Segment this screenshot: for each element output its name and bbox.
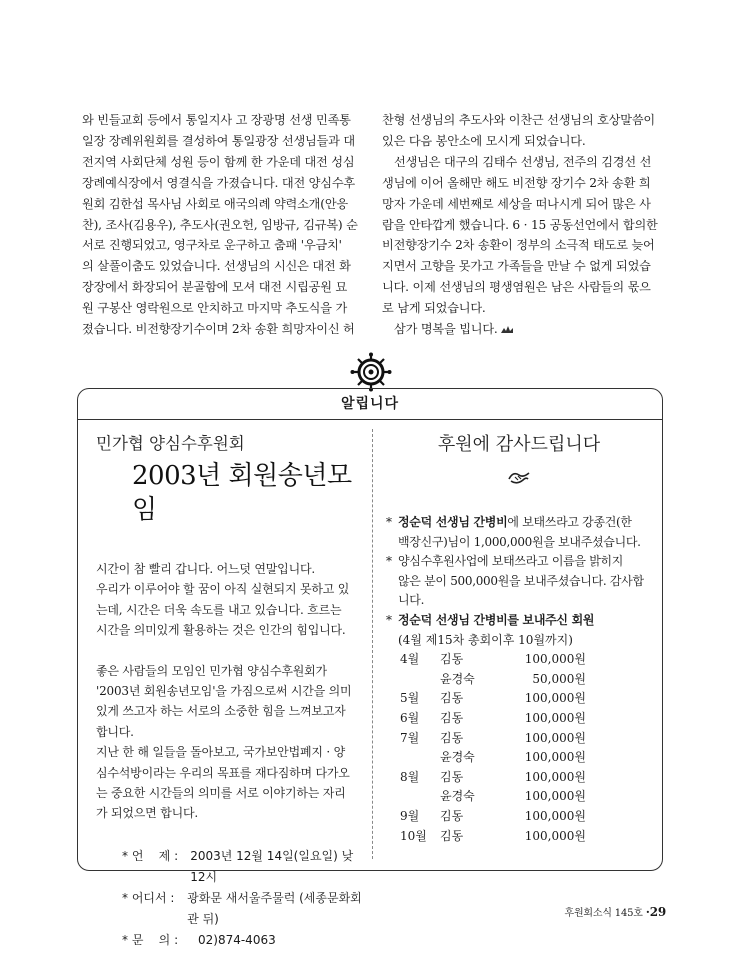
article-right-column	[382, 110, 666, 340]
ledger-row	[400, 650, 652, 670]
text-line: 있게 쓰고자 하는 서로의 소중한 힘을 느껴보고자	[96, 704, 346, 719]
thanks-item	[386, 513, 652, 552]
ledger-name: 김동	[440, 730, 464, 745]
text-line: 우리가 이루어야 할 꿈이 아직 실현되지 못하고 있	[96, 582, 350, 597]
detail-row	[122, 930, 364, 951]
org-name: 민가협 양심수후원회	[96, 434, 245, 453]
event-intro	[96, 559, 364, 641]
thanks-title: 후원에 감사드립니다	[437, 434, 601, 455]
text-line: 의 살풀이춤도 있었습니다. 선생님의 시신은 대전 화	[82, 259, 351, 274]
text-line: 원 구봉산 영락원으로 안치하고 마지막 추도식을 가	[82, 301, 348, 316]
ledger-amount: 100,000원	[524, 730, 586, 745]
ledger-row	[400, 670, 652, 690]
ledger-amount: 100,000원	[524, 691, 586, 706]
ledger-period: (4월 제15차 총회이후 10월까지)	[398, 632, 573, 647]
text-line: 는데, 시간은 더욱 속도를 내고 있습니다. 흐르는	[96, 602, 342, 617]
thanks-item-emphasis: 정순덕 선생님 간병비	[398, 515, 508, 529]
page-number: ·29	[645, 905, 666, 919]
ledger-month: 8월	[400, 769, 420, 784]
ledger-name: 윤경숙	[440, 750, 475, 765]
text-line: 니다. 이제 선생님의 평생염원은 남은 사람들의 몫으	[382, 280, 651, 295]
ledger-month: 4월	[400, 652, 420, 667]
issue-label: 후원회소식 145호	[564, 908, 643, 919]
article-closing	[382, 319, 666, 340]
paragraph	[96, 559, 364, 641]
text-line: 좋은 사람들의 모임인 민가협 양심수후원회가	[96, 663, 327, 678]
end-mark-icon	[500, 325, 514, 334]
article-left-column	[82, 110, 376, 340]
ship-wheel-icon	[347, 352, 395, 392]
column-divider	[372, 429, 373, 859]
ledger-row	[400, 768, 652, 788]
ledger-name: 윤경숙	[440, 671, 475, 686]
ledger-month: 9월	[400, 808, 420, 823]
ledger-name: 김동	[440, 808, 464, 823]
thanks-item-text: 백장신구)님이 1,000,000원을 보내주셨습니다.	[398, 534, 641, 549]
paragraph	[96, 661, 364, 824]
article-paragraph	[382, 152, 666, 319]
text-line: 원회 김한섭 목사님 사회로 애국의례 약력소개(안응	[82, 196, 348, 211]
ledger-row	[400, 807, 652, 827]
ledger-row	[400, 709, 652, 729]
event-title: 2003년 회원송년모임	[132, 461, 352, 525]
ledger-row	[400, 729, 652, 749]
bullet-star: *	[386, 612, 392, 627]
event-details	[122, 846, 364, 951]
ledger-month: 10월	[400, 828, 427, 843]
thanks-item-text: 양심수후원사업에 보태쓰라고 이름을 밝히지	[398, 554, 624, 569]
ledger-month: 5월	[400, 691, 420, 706]
ledger-month	[400, 748, 440, 768]
text-line: 지면서 고향을 못가고 가족들을 만날 수 없게 되었습	[382, 259, 651, 274]
thanks-item	[386, 611, 652, 631]
detail-label: * 언 제 :	[122, 848, 179, 863]
text-line: 망자 가운데 세번째로 세상을 떠나시게 되어 많은 사	[382, 196, 651, 211]
ledger-name: 김동	[440, 828, 464, 843]
text-line: 는 중요한 시간들의 의미를 서로 이야기하는 자리	[96, 786, 346, 801]
detail-value: 광화문 새서울주물럭 (세종문화회관 뒤)	[187, 890, 362, 926]
ledger-amount: 100,000원	[524, 808, 586, 823]
thanks-item-emphasis: 정순덕 선생님 간병비를 보내주신 회원	[398, 612, 595, 627]
text-line: 합니다.	[96, 724, 134, 739]
text-line: 장장에서 화장되어 분골함에 모셔 대전 시립공원 묘	[82, 280, 348, 295]
ledger-amount: 100,000원	[524, 710, 586, 725]
closing-text: 삼가 명복을 빕니다.	[394, 322, 498, 337]
text-line: 로 남게 되었습니다.	[382, 301, 486, 316]
text-line: 지난 한 해 일들을 돌아보고, 국가보안법폐지 · 양	[96, 745, 345, 760]
ledger-month: 6월	[400, 710, 420, 725]
handshake-icon	[507, 467, 531, 487]
text-line: 찬), 조사(김용우), 추도사(권오헌, 임방규, 김규복) 순	[82, 217, 358, 232]
ledger-amount: 100,000원	[524, 828, 586, 843]
detail-row	[122, 888, 364, 930]
text-line: 와 빈들교회 등에서 통일지사 고 장광명 선생 민족통	[82, 113, 351, 127]
ledger-name: 김동	[440, 769, 464, 784]
detail-value: 2003년 12월 14일(일요일) 낮 12시	[190, 848, 354, 884]
ledger-amount: 100,000원	[524, 769, 586, 784]
text-line: 시간이 참 빨리 갑니다. 어느덧 연말입니다.	[96, 562, 315, 576]
donation-ledger	[386, 650, 652, 846]
text-line: 전지역 사회단체 성원 등이 함께 한 가운데 대전 성심	[82, 154, 355, 169]
detail-label: * 문 의 :	[122, 932, 179, 947]
text-line: 생님에 이어 올해만 해도 비전향 장기수 2차 송환 희	[382, 175, 651, 190]
ledger-row	[400, 748, 652, 768]
text-line: 있은 다음 봉안소에 모시게 되었습니다.	[382, 133, 586, 148]
thanks-panel	[386, 433, 652, 846]
text-line: 찬형 선생님의 추도사와 이찬근 선생님의 호상말씀이	[382, 113, 655, 127]
ledger-row	[400, 787, 652, 807]
ledger-month: 7월	[400, 730, 420, 745]
notice-title: 알립니다	[78, 389, 662, 420]
ledger-amount: 100,000원	[524, 652, 586, 667]
ledger-amount: 50,000원	[532, 671, 586, 686]
ledger-row	[400, 827, 652, 847]
thanks-item-text: 않은 분이 500,000원을 보내주셨습니다. 감사합	[398, 573, 644, 588]
text-line: 졌습니다. 비전향장기수이며 2차 송환 희망자이신 허	[82, 322, 355, 337]
ledger-month	[400, 670, 440, 690]
bullet-star: *	[386, 554, 392, 569]
ledger-row	[400, 689, 652, 709]
ledger-month	[400, 787, 440, 807]
ledger-amount: 100,000원	[524, 789, 586, 804]
bullet-star: *	[386, 515, 392, 529]
text-line: 심수석방이라는 우리의 목표를 재다짐하며 다가오	[96, 765, 350, 780]
text-line: 일장 장례위원회를 결성하여 통일광장 선생님들과 대	[82, 133, 355, 148]
thanks-item-text: 니다.	[398, 593, 425, 608]
text-line: 장례예식장에서 영결식을 가졌습니다. 대전 양심수후	[82, 175, 355, 190]
text-line: 시간을 의미있게 활용하는 것은 인간의 힘입니다.	[96, 623, 346, 638]
detail-label: * 어디서 :	[122, 890, 175, 905]
article-paragraph	[382, 110, 666, 152]
ledger-name: 김동	[440, 710, 464, 725]
article-paragraph	[82, 110, 376, 340]
text-line: '2003년 회원송년모임'을 가짐으로써 시간을 의미	[96, 684, 352, 699]
text-line: 서로 진행되었고, 영구차로 운구하고 춤패 '우금치'	[82, 238, 342, 253]
detail-row	[122, 846, 364, 888]
text-line: 람을 안타깝게 했습니다. 6 · 15 공동선언에서 합의한	[382, 217, 658, 232]
ledger-name: 김동	[440, 652, 464, 667]
text-line: 비전향장기수 2차 송환이 정부의 소극적 태도로 늦어	[382, 238, 655, 253]
ledger-name: 윤경숙	[440, 789, 475, 804]
thanks-item-text: 에 보태쓰라고 강종건(한	[507, 515, 632, 529]
ledger-name: 김동	[440, 691, 464, 706]
event-description	[96, 661, 364, 824]
ledger-amount: 100,000원	[524, 750, 586, 765]
text-line: 가 되었으면 합니다.	[96, 806, 198, 821]
detail-value: 02)874-4063	[198, 932, 276, 947]
thanks-item	[386, 552, 652, 611]
text-line: 선생님은 대구의 김태수 선생님, 전주의 김경선 선	[394, 154, 652, 169]
event-panel	[96, 433, 364, 951]
page-footer	[565, 904, 667, 919]
